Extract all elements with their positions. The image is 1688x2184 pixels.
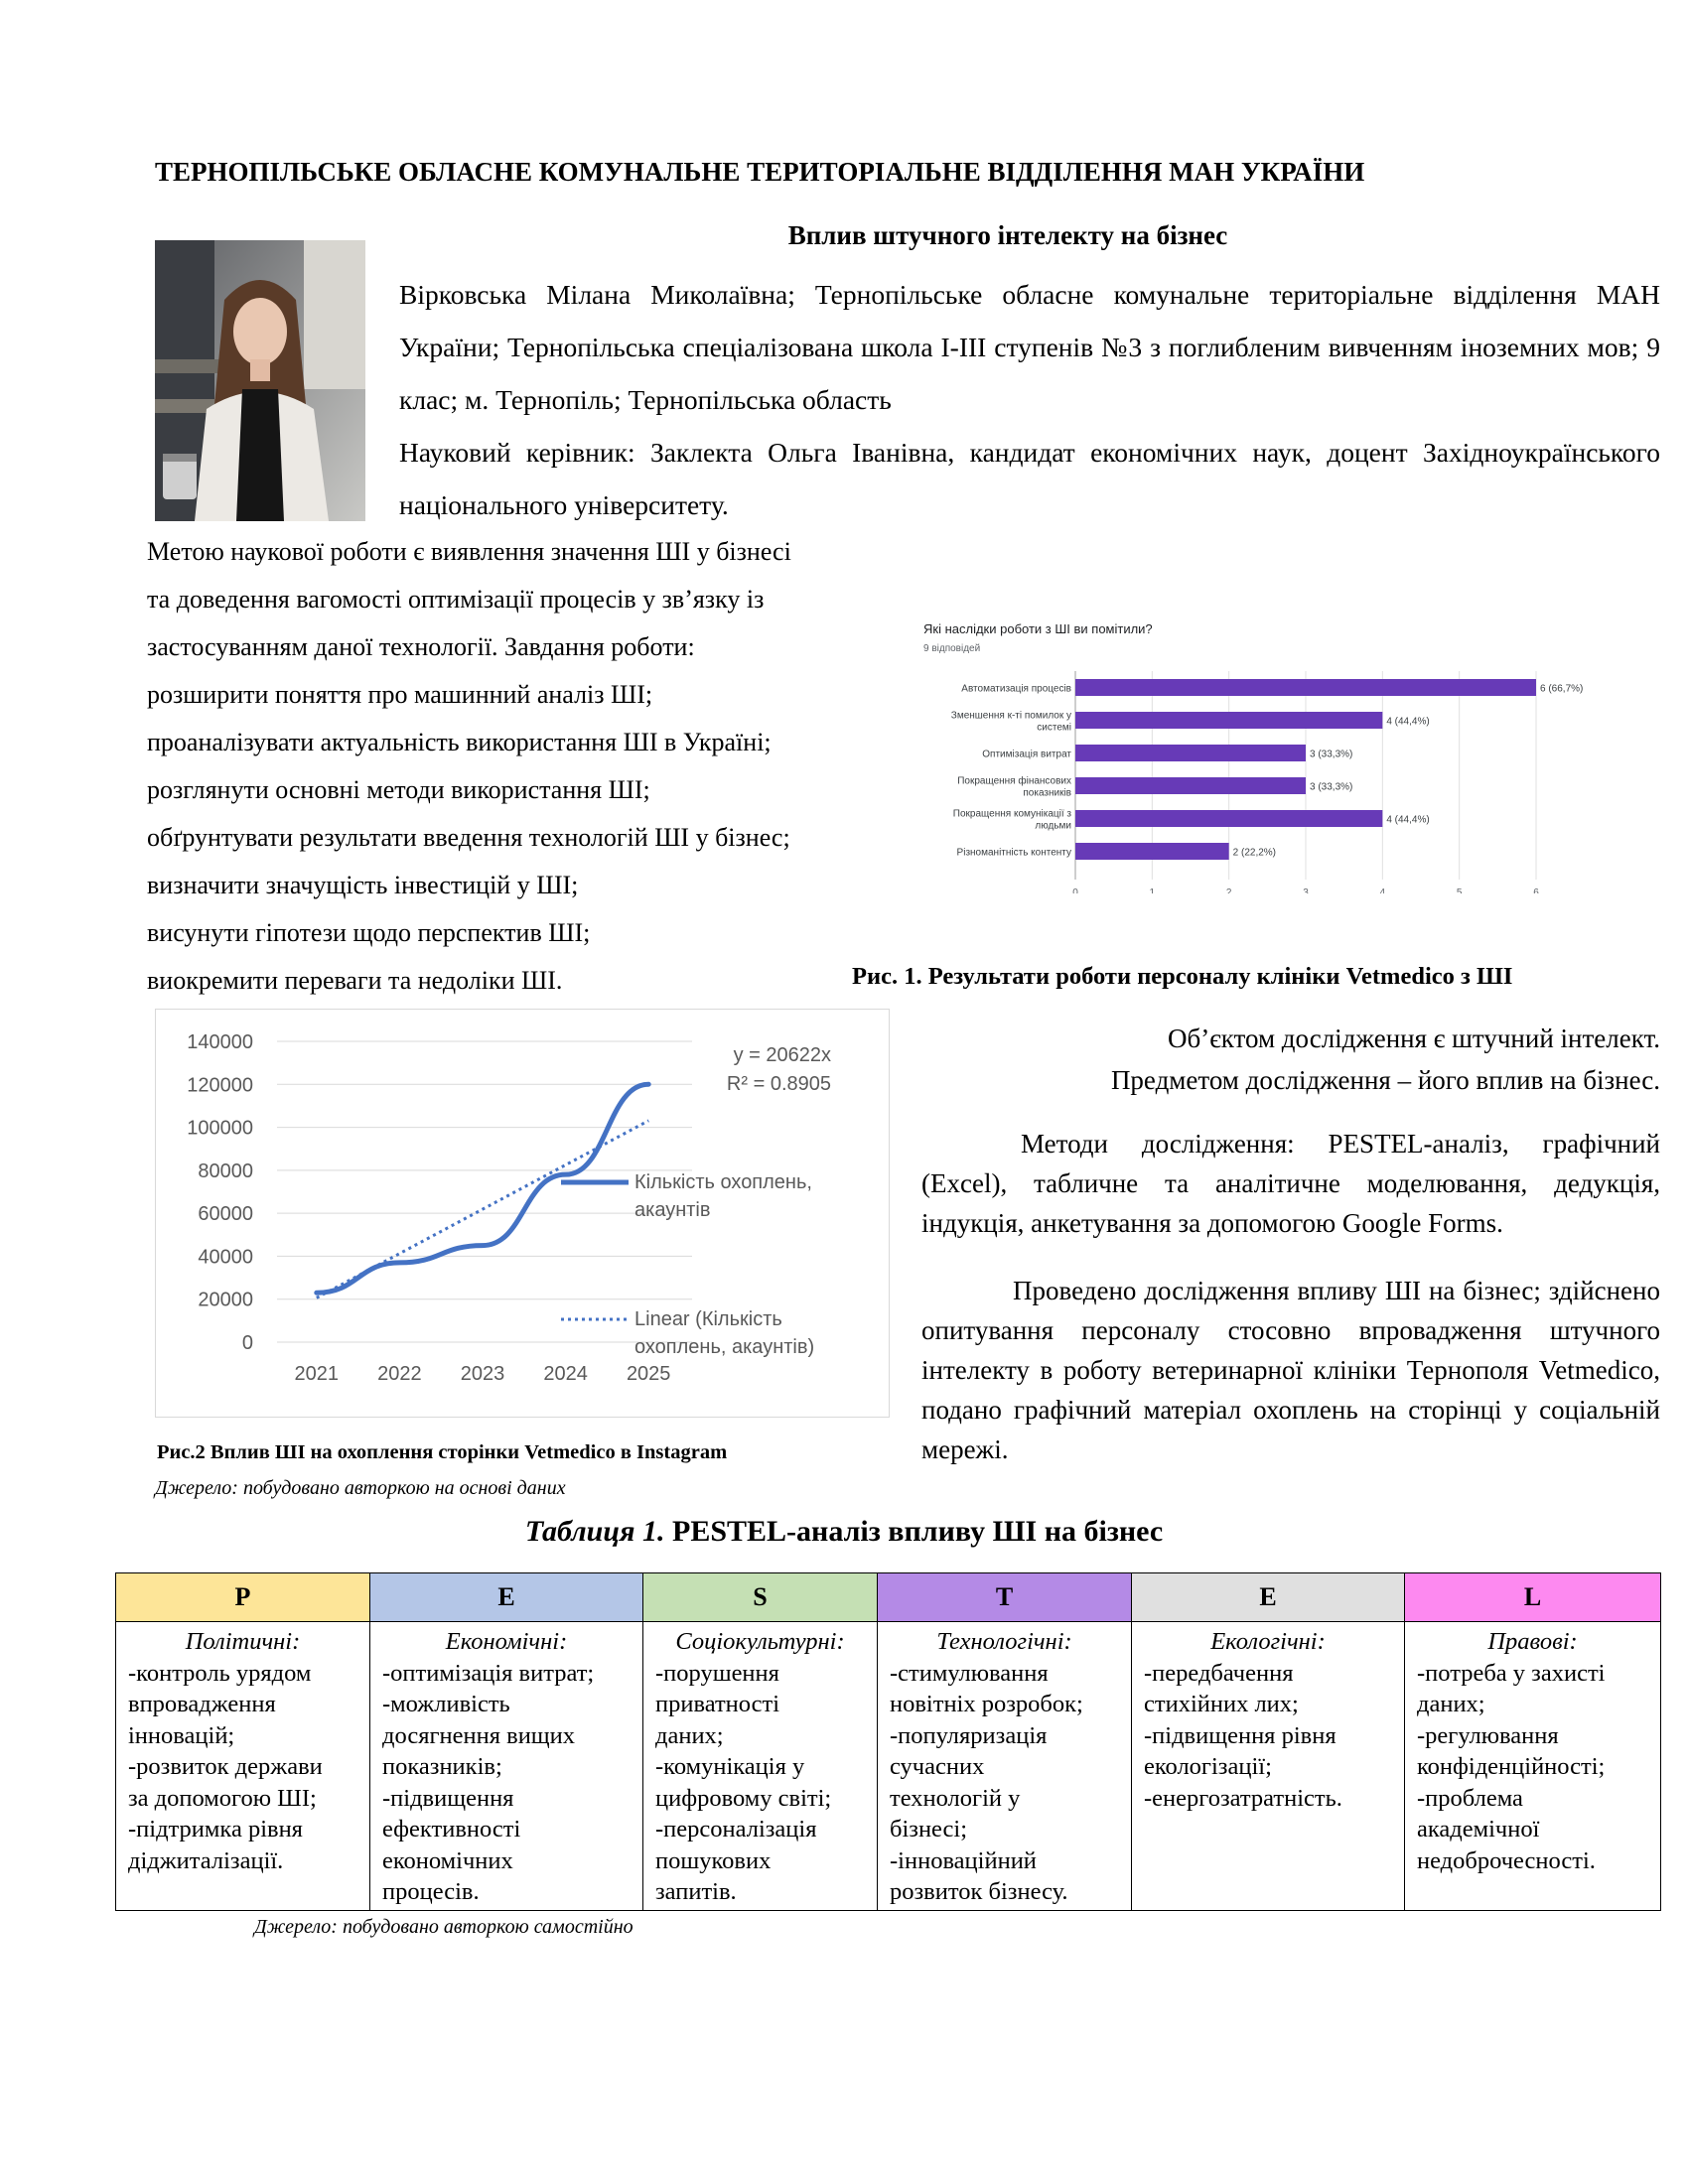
pestel-factor-line: стихійних лих; xyxy=(1144,1691,1299,1717)
chart1-bar xyxy=(1075,843,1229,860)
pestel-factor-line: цифровому світі; xyxy=(655,1784,832,1812)
survey-bar-chart-svg xyxy=(914,615,1609,893)
chart1-data-label: 6 (66,7%) xyxy=(1540,683,1584,695)
author-portrait-image xyxy=(155,240,365,521)
goal-line: виокремити переваги та недоліки ШІ. xyxy=(147,966,563,995)
pestel-factor-line: академічної xyxy=(1417,1816,1540,1843)
chart1-category-label: Автоматизація процесів xyxy=(961,683,1071,695)
pestel-factor-line: діджиталізації. xyxy=(128,1846,284,1874)
chart1-x-tick: 6 xyxy=(1533,887,1539,893)
trend-equation: y = 20622x xyxy=(733,1044,831,1066)
pestel-factor-line: запитів. xyxy=(655,1878,737,1905)
paper-title: Вплив штучного інтелекту на бізнес xyxy=(787,220,1228,250)
pestel-factor-line: -персоналізація xyxy=(655,1816,817,1843)
pestel-cell-2 xyxy=(643,1622,878,1911)
pestel-factor-line: -порушення xyxy=(655,1659,779,1687)
chart2-series-line xyxy=(317,1084,648,1293)
table-header-row xyxy=(116,1573,1661,1622)
pestel-factor-line: економічних xyxy=(382,1846,513,1874)
methods-paragraph: Методи дослідження: PESTEL-аналіз, графічний (Excel), табличне та аналітичне моделювання, дедукція, індукція, анкетування за допомогою Google Forms. xyxy=(921,1129,1660,1238)
chart1-bar xyxy=(1075,679,1536,696)
pestel-cell-4 xyxy=(1132,1622,1405,1911)
chart1-bar xyxy=(1075,745,1306,761)
chart1-bar xyxy=(1075,712,1382,729)
goal-line: обґрунтувати результати введення технологій ШІ у бізнес; xyxy=(147,823,790,852)
table-source: Джерело: побудовано авторкою самостійно xyxy=(254,1916,633,1938)
supervisor: Науковий керівник: Заклекта Ольга Іванівна, кандидат економічних наук, доцент Західноукраїнського національного університету. xyxy=(399,437,1660,520)
author-photo xyxy=(155,240,365,521)
chart1-subtitle: 9 відповідей xyxy=(923,643,981,654)
pestel-factor-line: -контроль урядом xyxy=(128,1659,312,1687)
pestel-factor-line: процесів. xyxy=(382,1878,480,1905)
pestel-factor-line: -підвищення xyxy=(382,1784,514,1812)
chart2-x-tick: 2021 xyxy=(294,1363,340,1385)
pestel-factor-line: за допомогою ШІ; xyxy=(128,1784,317,1812)
chart1-category-label: показників xyxy=(1023,787,1071,799)
chart1-bar xyxy=(1075,777,1306,794)
chart1-category-label: Покращення комунікації з xyxy=(952,808,1071,820)
pestel-factor-line: -популяризація xyxy=(890,1721,1048,1749)
chart1-x-tick: 1 xyxy=(1149,887,1156,893)
survey-bar-chart xyxy=(914,615,1609,893)
pestel-cell-3 xyxy=(878,1622,1132,1911)
pestel-factor-line: -підвищення рівня xyxy=(1144,1721,1336,1749)
object-line: Об’єктом дослідження є штучний інтелект. xyxy=(1167,1024,1660,1053)
pestel-header-2: S xyxy=(643,1573,878,1622)
goal-line: застосуванням даної технології. Завдання роботи: xyxy=(147,632,695,661)
pestel-category: Правові: xyxy=(1487,1628,1578,1655)
figure2-caption: Рис.2 Вплив ШІ на охоплення сторінки Vetmedico в Instagram xyxy=(157,1441,728,1463)
pestel-factor-line: -комунікація у xyxy=(655,1753,805,1780)
goal-line: висунути гіпотези щодо перспектив ШІ; xyxy=(147,918,591,947)
chart1-category-label: Покращення фінансових xyxy=(957,775,1071,787)
chart1-x-tick: 5 xyxy=(1456,887,1463,893)
pestel-cell-0 xyxy=(116,1622,370,1911)
pestel-factor-line: інновацій; xyxy=(128,1721,235,1749)
author-details: Вірковська Мілана Миколаївна; Тернопільське обласне комунальне територіальне відділення МАН України; Тернопільська спеціалізована школа I-III ступенів №3 з поглибленим вивченням іноземних мов; 9 клас; м. Тернопіль; Тернопільська область xyxy=(399,279,1660,415)
pestel-header-4: E xyxy=(1132,1573,1405,1622)
pestel-factor-line: даних; xyxy=(1417,1691,1485,1717)
chart2-trendline xyxy=(317,1121,648,1298)
chart2-y-tick: 0 xyxy=(241,1332,253,1354)
chart1-category-label: Різноманітність контенту xyxy=(956,847,1071,859)
pestel-factor-line: пошукових xyxy=(655,1846,772,1874)
pestel-header-0: P xyxy=(116,1573,370,1622)
pestel-category: Політичні: xyxy=(185,1628,301,1655)
chart2-y-tick: 120000 xyxy=(187,1074,253,1097)
pestel-header-3: T xyxy=(878,1573,1132,1622)
pestel-category: Екологічні: xyxy=(1210,1628,1326,1655)
pestel-category: Соціокультурні: xyxy=(675,1628,845,1655)
pestel-factor-line: досягнення вищих xyxy=(382,1721,576,1749)
chart2-y-tick: 20000 xyxy=(198,1289,253,1311)
chart1-data-label: 4 (44,4%) xyxy=(1386,814,1430,826)
goal-line: розглянути основні методи використання ШІ; xyxy=(147,775,650,804)
pestel-table xyxy=(115,1572,1661,1911)
pestel-factor-line: -потреба у захисті xyxy=(1417,1659,1606,1687)
figure2-source: Джерело: побудовано авторкою на основі даних xyxy=(155,1477,566,1499)
subject-line: Предметом дослідження – його вплив на бізнес. xyxy=(1110,1065,1660,1095)
pestel-factor-line: -можливість xyxy=(382,1691,510,1717)
reach-line-chart xyxy=(155,1009,890,1418)
pestel-factor-line: бізнесі; xyxy=(890,1816,968,1843)
chart2-y-tick: 100000 xyxy=(187,1117,253,1140)
chart2-x-tick: 2024 xyxy=(543,1363,588,1385)
conducted-paragraph: Проведено дослідження впливу ШІ на бізнес; здійснено опитування персоналу стосовно впровадження штучного інтелекту в роботу ветеринарної клініки Тернополя Vetmedico, подано графічний матеріал охоплень на сторінці у соціальній мережі. xyxy=(921,1276,1660,1464)
table-caption-number: Таблиця 1. xyxy=(524,1515,665,1548)
trend-r-squared: R² = 0.8905 xyxy=(726,1073,831,1095)
organization-header: ТЕРНОПІЛЬСЬКЕ ОБЛАСНЕ КОМУНАЛЬНЕ ТЕРИТОРІАЛЬНЕ ВІДДІЛЕННЯ МАН УКРАЇНИ xyxy=(155,157,1365,187)
chart2-legend-series: Кількість охоплень, акаунтів xyxy=(634,1171,812,1221)
chart1-title: Які наслідки роботи з ШІ ви помітили? xyxy=(923,621,1153,636)
chart1-category-label: людьми xyxy=(1035,820,1071,832)
table-caption xyxy=(0,1515,1688,1549)
pestel-factor-line: екологізації; xyxy=(1144,1753,1272,1780)
pestel-factor-line: показників; xyxy=(382,1753,502,1780)
goal-line: проаналізувати актуальність використання ШІ в Україні; xyxy=(147,728,772,756)
chart1-data-label: 3 (33,3%) xyxy=(1310,749,1353,760)
chart2-y-tick: 40000 xyxy=(198,1246,253,1269)
chart1-x-tick: 2 xyxy=(1225,887,1232,893)
chart1-category-label: системі xyxy=(1037,722,1071,734)
pestel-factor-line: впровадження xyxy=(128,1691,276,1717)
object-subject xyxy=(921,1018,1660,1101)
chart2-y-tick: 140000 xyxy=(187,1031,253,1053)
chart2-x-tick: 2025 xyxy=(626,1363,671,1385)
chart1-data-label: 3 (33,3%) xyxy=(1310,781,1353,793)
pestel-factor-line: сучасних xyxy=(890,1753,985,1780)
pestel-factor-line: -регулювання xyxy=(1417,1721,1559,1749)
pestel-factor-line: -оптимізація витрат; xyxy=(382,1659,595,1687)
chart1-bar xyxy=(1075,810,1382,827)
author-info xyxy=(399,268,1660,531)
chart2-y-tick: 60000 xyxy=(198,1203,253,1226)
pestel-factor-line: -передбачення xyxy=(1144,1659,1294,1687)
pestel-factor-line: ефективності xyxy=(382,1816,521,1843)
chart1-category-label: Оптимізація витрат xyxy=(982,749,1071,760)
table-caption-text: PESTEL-аналіз впливу ШІ на бізнес xyxy=(664,1515,1164,1548)
chart1-x-tick: 3 xyxy=(1303,887,1309,893)
chart2-x-tick: 2022 xyxy=(377,1363,422,1385)
chart2-legend-trendline: Linear (Кількість охоплень, акаунтів) xyxy=(634,1308,815,1358)
chart2-y-tick: 80000 xyxy=(198,1160,253,1182)
pestel-factor-line: -стимулювання xyxy=(890,1659,1049,1687)
pestel-header-5: L xyxy=(1405,1573,1661,1622)
pestel-factor-line: -енергозатратність. xyxy=(1144,1784,1342,1812)
chart2-x-tick: 2023 xyxy=(460,1363,505,1385)
chart1-x-tick: 4 xyxy=(1379,887,1386,893)
pestel-factor-line: -проблема xyxy=(1417,1784,1523,1812)
goal-line: Метою наукової роботи є виявлення значення ШІ у бізнесі xyxy=(147,537,791,566)
pestel-factor-line: -підтримка рівня xyxy=(128,1816,303,1843)
pestel-factor-line: конфіденційності; xyxy=(1417,1753,1606,1780)
chart1-data-label: 4 (44,4%) xyxy=(1386,716,1430,728)
pestel-factor-line: приватності xyxy=(655,1691,780,1717)
chart1-x-tick: 0 xyxy=(1072,887,1078,893)
chart1-category-label: Зменшення к-ті помилок у xyxy=(950,710,1071,722)
pestel-factor-line: технологій у xyxy=(890,1784,1021,1812)
pestel-factor-line: недоброчесності. xyxy=(1417,1846,1596,1874)
goal-section xyxy=(147,528,862,1005)
pestel-factor-line: -розвиток держави xyxy=(128,1753,323,1780)
pestel-factor-line: -інноваційний xyxy=(890,1846,1037,1874)
pestel-header-1: E xyxy=(370,1573,643,1622)
pestel-category: Економічні: xyxy=(445,1628,568,1655)
figure1-caption: Рис. 1. Результати роботи персоналу клініки Vetmedico з ШІ xyxy=(852,963,1513,990)
pestel-factor-line: розвиток бізнесу. xyxy=(890,1878,1068,1905)
goal-line: розширити поняття про машинний аналіз ШІ; xyxy=(147,680,653,709)
pestel-cell-1 xyxy=(370,1622,643,1911)
pestel-category: Технологічні: xyxy=(936,1628,1072,1655)
pestel-factor-line: новітніх розробок; xyxy=(890,1691,1083,1717)
pestel-cell-5 xyxy=(1405,1622,1661,1911)
goal-line: та доведення вагомості оптимізації процесів у зв’язку із xyxy=(147,585,765,614)
chart1-data-label: 2 (22,2%) xyxy=(1232,847,1277,859)
pestel-factor-line: даних; xyxy=(655,1721,724,1749)
table-row xyxy=(116,1622,1661,1911)
goal-line: визначити значущість інвестицій у ШІ; xyxy=(147,871,579,899)
